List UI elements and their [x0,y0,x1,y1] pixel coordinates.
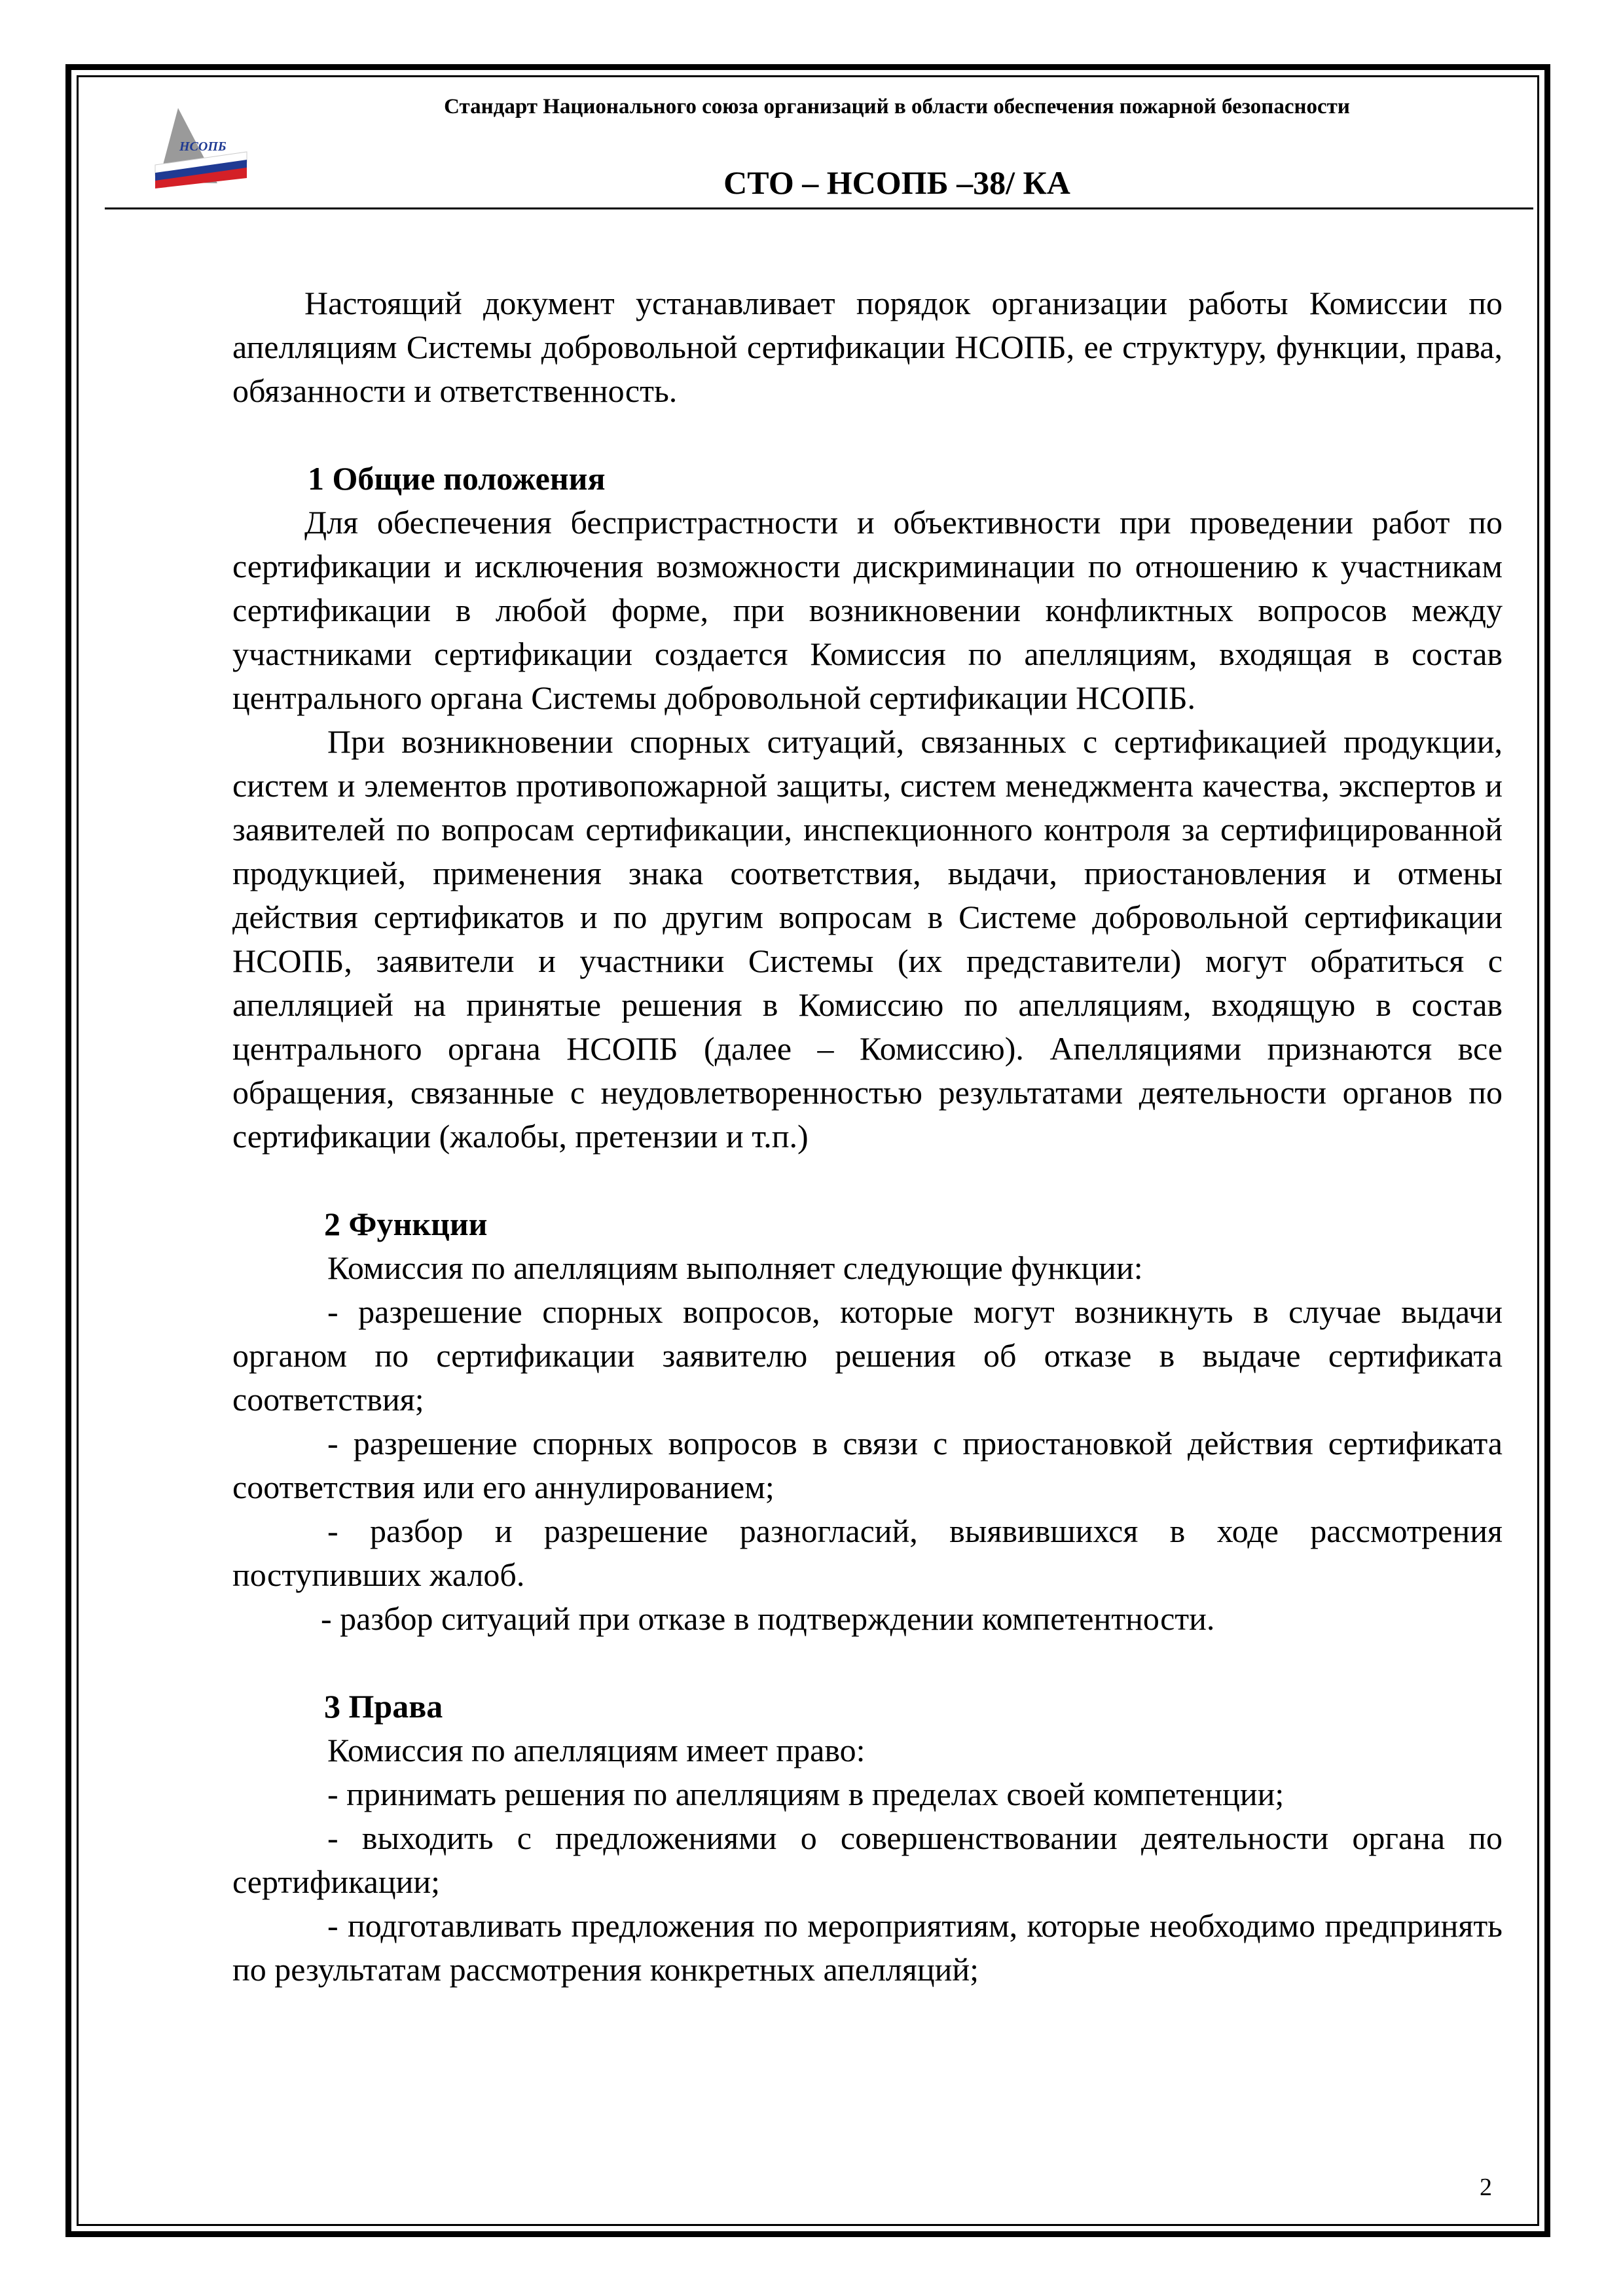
logo-text: НСОПБ [179,139,227,154]
header-divider [105,207,1533,209]
section-2-item: - разбор ситуаций при отказе в подтверждении компетентности. [321,1600,1215,1637]
document-code: СТО – НСОПБ –38/ КА [723,164,1070,201]
section-2-heading: 2 Функции [324,1206,488,1242]
nsopb-logo [152,105,250,190]
section-2-item: - разбор и разрешение разногласий, выявившихся в ходе рассмотрения поступивших жалоб. [232,1513,1503,1593]
section-2-item: - разрешение спорных вопросов в связи с приостановкой действия сертификата соответствия или его аннулированием; [232,1425,1503,1505]
section-2-lead: Комиссия по апелляциям выполняет следующие функции: [327,1249,1143,1286]
section-3-item: - принимать решения по апелляциям в пределах своей компетенции; [327,1776,1285,1812]
standard-title: Стандарт Национального союза организаций в области обеспечения пожарной безопасности [444,95,1350,118]
section-1-paragraph-2: При возникновении спорных ситуаций, связанных с сертификацией продукции, систем и элементов противопожарной защиты, систем менеджмента качества, экспертов и заявителей по вопросам сертификации, инспекционного контроля за сертифицированной продукцией, применения знака соответствия, выдачи, приостановления и отмены действия сертификатов и по другим вопросам в Системе добровольной сертификации НСОПБ, заявители и участники Системы (их представители) могут обратиться с апелляцией на принятые решения в Комиссию по апелляциям, входящую в состав центрального органа НСОПБ (далее – Комиссию). Апелляциями признаются все обращения, связанные с неудовлетворенностью результатами деятельности органов по сертификации (жалобы, претензии и т.п.) [232,723,1503,1155]
section-3-item: - выходить с предложениями о совершенствовании деятельности органа по сертификации; [232,1820,1503,1900]
section-2-item: - разрешение спорных вопросов, которые могут возникнуть в случае выдачи органом по сертификации заявителю решения об отказе в выдаче сертификата соответствия; [232,1293,1503,1418]
section-1-heading: 1 Общие положения [308,460,606,497]
document-body [232,281,1503,1992]
intro-paragraph: Настоящий документ устанавливает порядок организации работы Комиссии по апелляциям Системы добровольной сертификации НСОПБ, ее структуру, функции, права, обязанности и ответственность. [232,285,1503,409]
section-3-lead: Комиссия по апелляциям имеет право: [327,1732,866,1768]
section-1-paragraph-1: Для обеспечения беспристрастности и объективности при проведении работ по сертификации и исключения возможности дискриминации по отношению к участникам сертификации в любой форме, при возникновении конфликтных вопросов между участниками сертификации создается Комиссия по апелляциям, входящая в состав центрального органа Системы добровольной сертификации НСОПБ. [232,504,1503,716]
section-3-item: - подготавливать предложения по мероприятиям, которые необходимо предпринять по результатам рассмотрения конкретных апелляций; [232,1907,1503,1988]
section-3-heading: 3 Права [324,1688,443,1725]
page-number: 2 [1480,2174,1492,2201]
